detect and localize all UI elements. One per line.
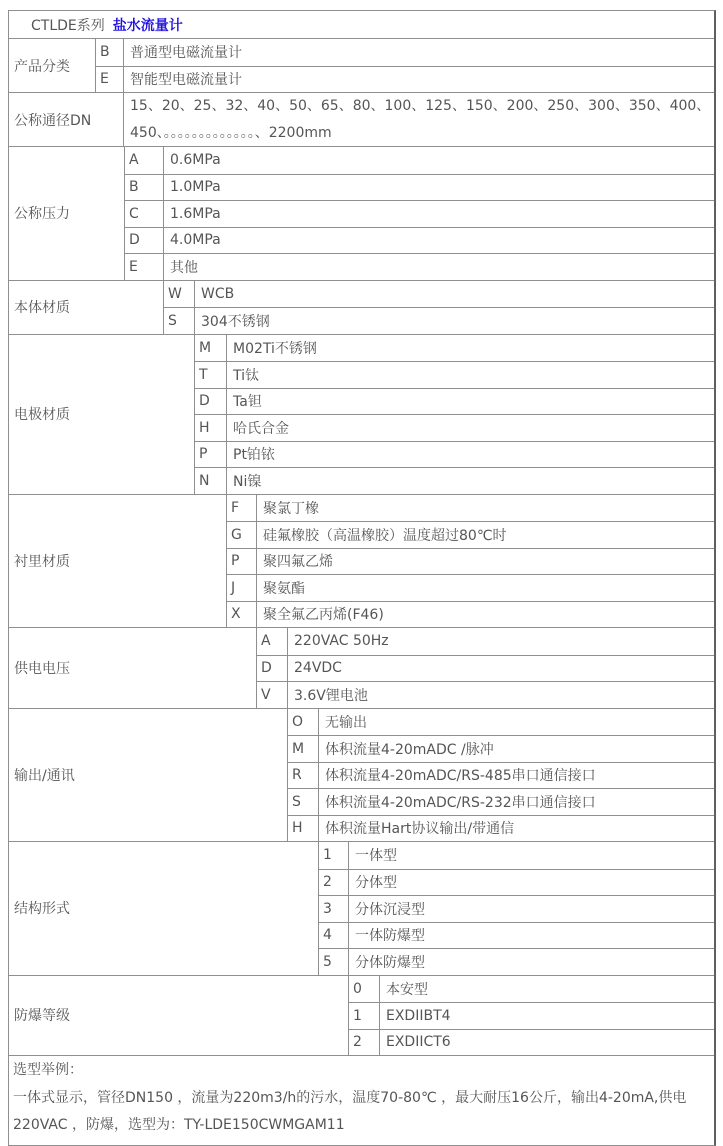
model-selection-table xyxy=(8,10,716,1146)
option-description: 1.6MPa xyxy=(170,205,221,222)
option-description: 其他 xyxy=(170,259,198,276)
option-code: J xyxy=(227,575,257,601)
option-code: B xyxy=(125,175,164,201)
option-description: 聚氯丁橡 xyxy=(263,500,319,517)
option-row xyxy=(288,788,714,815)
section-row xyxy=(9,334,714,494)
option-code: 1 xyxy=(319,842,349,869)
option-row xyxy=(319,869,714,896)
option-code: 4 xyxy=(319,923,349,949)
series-title: CTLDE系列 xyxy=(31,17,105,34)
options-column xyxy=(227,495,714,628)
option-description: EXDIIBT4 xyxy=(386,1007,451,1024)
option-row xyxy=(125,253,714,280)
option-description: 普通型电磁流量计 xyxy=(130,45,242,62)
section-label: 防爆等级 xyxy=(9,976,349,1056)
option-code: P xyxy=(227,549,257,575)
option-description: 哈氏合金 xyxy=(233,420,289,437)
section-label: 本体材质 xyxy=(9,281,164,334)
option-description: Ti钛 xyxy=(233,367,260,384)
product-name-link[interactable]: 盐水流量计 xyxy=(112,17,183,34)
option-code: A xyxy=(125,147,164,174)
option-code: B xyxy=(96,39,124,66)
options-column xyxy=(349,976,714,1056)
option-description: 0.6MPa xyxy=(170,152,221,169)
option-description: 智能型电磁流量计 xyxy=(130,72,242,89)
section-label: 公称通径DN xyxy=(9,93,124,146)
table-header-row xyxy=(9,11,714,38)
option-code: H xyxy=(288,816,319,842)
option-row xyxy=(125,227,714,254)
diameter-values-line: 15、20、25、32、40、50、65、80、100、125、150、200、250、300、350、400、 xyxy=(130,98,711,114)
option-row xyxy=(164,307,714,334)
option-description: 1.0MPa xyxy=(170,179,221,196)
option-code: M xyxy=(195,335,227,362)
option-row xyxy=(125,147,714,174)
option-code: D xyxy=(125,228,164,254)
option-code: W xyxy=(164,281,195,308)
option-description: 分体型 xyxy=(355,875,397,892)
option-code: V xyxy=(257,682,288,708)
section-row xyxy=(9,494,714,628)
option-description: 分体沉浸型 xyxy=(355,901,425,918)
option-description: 24VDC xyxy=(294,660,342,677)
option-description: 聚四氟乙烯 xyxy=(263,554,333,571)
option-row xyxy=(257,628,714,655)
option-row xyxy=(257,681,714,708)
option-code: H xyxy=(195,415,227,441)
section-row xyxy=(9,38,714,92)
options-column xyxy=(257,628,714,708)
option-code: O xyxy=(288,709,319,736)
option-description: 220VAC 50Hz xyxy=(294,633,389,650)
diameter-values-cell xyxy=(124,93,714,146)
option-code: E xyxy=(125,254,164,280)
option-code: A xyxy=(257,628,288,655)
option-row xyxy=(349,976,714,1003)
option-row xyxy=(227,495,714,522)
options-column xyxy=(195,335,714,494)
option-description: 本安型 xyxy=(386,981,428,998)
option-row xyxy=(125,200,714,227)
option-code: E xyxy=(96,67,124,93)
option-row xyxy=(164,281,714,308)
option-code: F xyxy=(227,495,257,522)
option-description: 一体防爆型 xyxy=(355,928,425,945)
option-description: Pt铂铱 xyxy=(233,447,275,464)
option-code: S xyxy=(164,308,195,334)
option-row xyxy=(195,388,714,415)
option-description: 4.0MPa xyxy=(170,232,221,249)
option-row xyxy=(195,361,714,388)
example-title: 选型举例： xyxy=(13,1061,83,1078)
option-code: T xyxy=(195,362,227,388)
option-row xyxy=(96,66,714,93)
option-row xyxy=(227,574,714,601)
option-description: 聚全氟乙丙烯(F46) xyxy=(263,607,384,624)
option-row xyxy=(319,842,714,869)
option-description: M02Ti不锈钢 xyxy=(233,340,317,357)
option-row xyxy=(125,174,714,201)
option-description: 体积流量Hart协议输出/带通信 xyxy=(325,821,515,838)
option-row xyxy=(288,735,714,762)
option-description: 3.6V锂电池 xyxy=(294,687,368,704)
section-row xyxy=(9,146,714,280)
option-code: D xyxy=(195,389,227,415)
option-code: S xyxy=(288,789,319,815)
option-code: 2 xyxy=(349,1030,380,1056)
option-code: P xyxy=(195,442,227,468)
section-label: 电极材质 xyxy=(9,335,195,494)
section-label: 衬里材质 xyxy=(9,495,227,628)
option-row xyxy=(288,815,714,842)
option-code: N xyxy=(195,468,227,494)
section-label: 产品分类 xyxy=(9,39,96,92)
option-row xyxy=(227,601,714,628)
option-row xyxy=(96,39,714,66)
section-row xyxy=(9,92,714,146)
section-label: 输出/通讯 xyxy=(9,709,288,842)
option-row xyxy=(288,762,714,789)
option-row xyxy=(319,948,714,975)
options-column xyxy=(164,281,714,334)
option-description: 无输出 xyxy=(325,714,367,731)
example-text: 一体式显示，管径DN150 ，流量为220m3/h的污水，温度70-80℃ ，最大耐压16公斤，输出4-20mA,供电220VAC ，防爆，选型为：TY-LDE150CWMGAM11 xyxy=(13,1089,687,1133)
option-code: 0 xyxy=(349,976,380,1003)
option-code: R xyxy=(288,763,319,789)
example-title-row xyxy=(9,1055,714,1082)
option-description: 聚氨酯 xyxy=(263,580,305,597)
sections-container xyxy=(9,38,714,1055)
option-row xyxy=(319,922,714,949)
option-row xyxy=(257,655,714,682)
option-description: 体积流量4-20mADC /脉冲 xyxy=(325,741,494,758)
option-code: C xyxy=(125,201,164,227)
section-row xyxy=(9,627,714,708)
option-row xyxy=(195,441,714,468)
option-row xyxy=(195,467,714,494)
option-description: Ta钽 xyxy=(233,394,262,411)
option-code: D xyxy=(257,656,288,682)
options-column xyxy=(288,709,714,842)
option-row xyxy=(349,1029,714,1056)
diameter-values-line: 450、。。。。。。。。。。。。。、2200mm xyxy=(130,124,332,141)
section-label: 供电电压 xyxy=(9,628,257,708)
option-description: 一体型 xyxy=(355,848,397,865)
option-row xyxy=(195,414,714,441)
option-description: 分体防爆型 xyxy=(355,954,425,971)
section-row xyxy=(9,708,714,842)
option-row xyxy=(349,1002,714,1029)
section-row xyxy=(9,841,714,975)
options-column xyxy=(96,39,714,92)
option-row xyxy=(227,548,714,575)
option-description: EXDIICT6 xyxy=(386,1034,451,1051)
option-code: G xyxy=(227,522,257,548)
section-label: 结构形式 xyxy=(9,842,319,975)
options-column xyxy=(125,147,714,280)
option-code: 5 xyxy=(319,949,349,975)
option-code: X xyxy=(227,602,257,628)
option-row xyxy=(288,709,714,736)
section-row xyxy=(9,975,714,1056)
option-code: M xyxy=(288,736,319,762)
option-row xyxy=(227,521,714,548)
option-description: WCB xyxy=(201,285,235,302)
option-code: 3 xyxy=(319,896,349,922)
option-code: 1 xyxy=(349,1003,380,1029)
option-description: 304不锈钢 xyxy=(201,313,270,330)
option-row xyxy=(319,895,714,922)
option-description: 硅氟橡胶（高温橡胶）温度超过80℃时 xyxy=(263,527,507,544)
option-code: 2 xyxy=(319,870,349,896)
option-row xyxy=(195,335,714,362)
option-description: 体积流量4-20mADC/RS-232串口通信接口 xyxy=(325,794,596,811)
option-description: 体积流量4-20mADC/RS-485串口通信接口 xyxy=(325,768,596,785)
section-label: 公称压力 xyxy=(9,147,125,280)
section-row xyxy=(9,280,714,334)
option-description: Ni镍 xyxy=(233,473,262,490)
options-column xyxy=(319,842,714,975)
